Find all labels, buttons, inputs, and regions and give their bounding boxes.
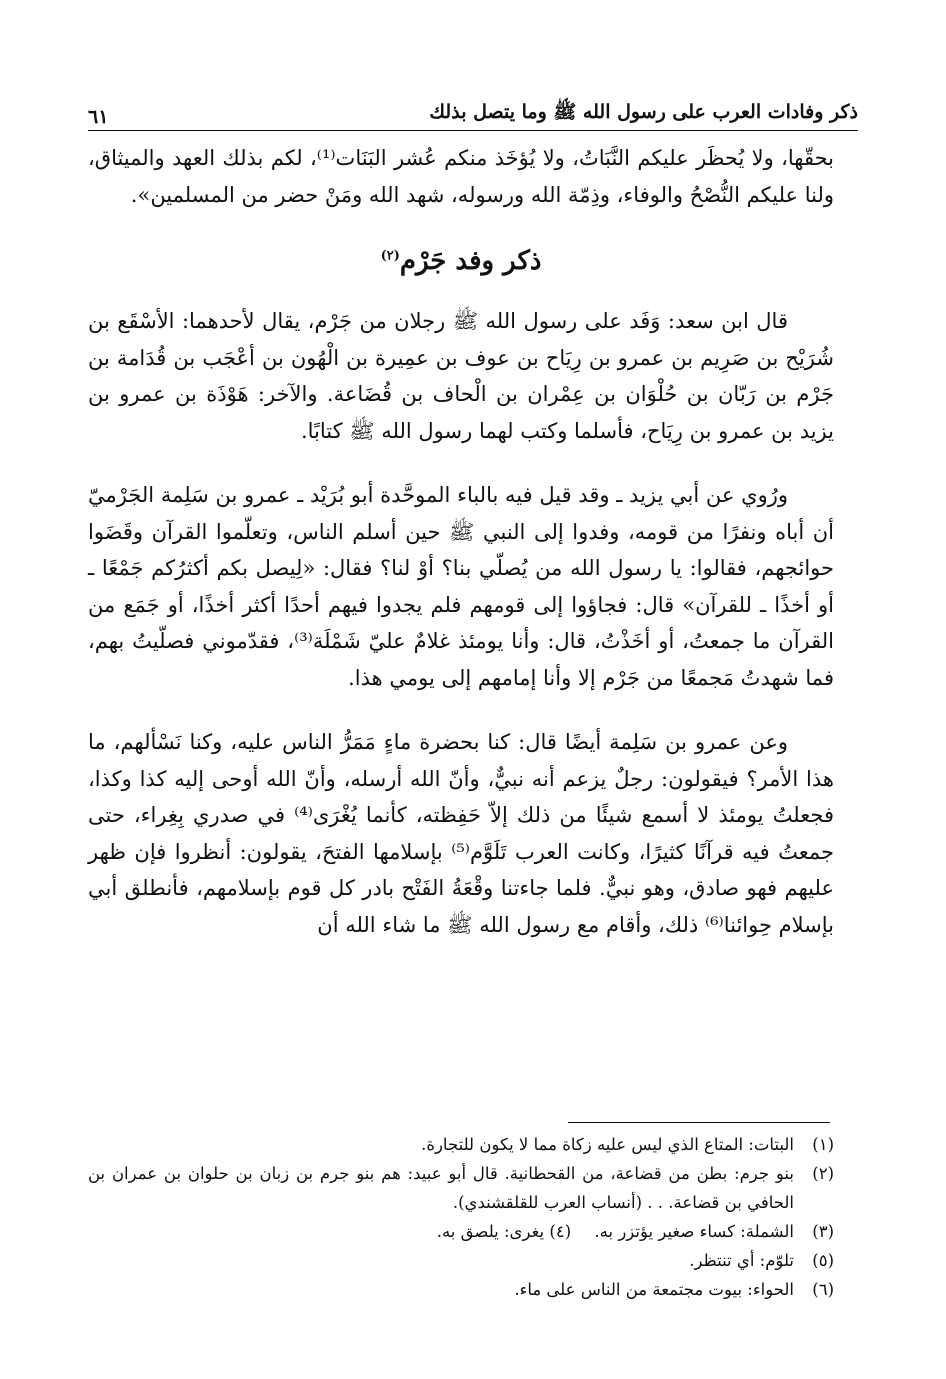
section-title-text: ذكر وفد جَرْم — [399, 246, 542, 276]
footnote-1 — [88, 1130, 834, 1159]
running-title: ذكر وفادات العرب على رسول الله ﷺ وما يتصل بذلك — [429, 101, 858, 123]
footnote-number: (١) — [812, 1135, 834, 1154]
footnote-rule — [568, 1122, 830, 1123]
footnote-3-4 — [88, 1217, 834, 1246]
paragraph-abu-yazid: ورُوي عن أبي يزيد ـ وقد قيل فيه بالباء الموحَّدة أبو بُرَيْد ـ عمرو بن سَلِمة الجَرْميّ أن أباه ونفرًا من قومه، وفدوا إلى النبي ﷺ حين أسلم الناس، وتعلّموا القرآن وقَضَوا حوائجهم، فقالوا: يا رسول الله من يُصلّي بنا؟ أوْ لنا؟ فقال: «لِيصل بكم أكثرُكم جَمْعًا ـ أو أخذًا ـ للقرآن» قال: فجاؤوا إلى قومهم فلم يجدوا فيهم أحدًا أكثر أخذًا، أو جَمَع من القرآن ما جمعتُ، أو أخَذْتُ، قال: وأنا يومئذ غلامٌ عليّ شَمْلَة⁽³⁾، فقدّموني فصلّيتُ بهم، فما شهدتُ مَجمعًا من جَرْم إلا وأنا إمامهم إلى يومي هذا. — [88, 483, 834, 690]
page-number: ٦١ — [88, 106, 109, 128]
section-footnote-ref: (٢) — [380, 248, 400, 264]
running-header — [88, 92, 858, 128]
footnote-2 — [88, 1159, 834, 1217]
header-rule — [88, 130, 858, 131]
paragraph-continuation: بحقّها، ولا يُحظَر عليكم النَّبَاتُ، ولا يُؤخَذ منكم عُشر البَنَات⁽¹⁾، لكم بذلك العهد والميثاق، ولنا عليكم النُّصْحُ والوفاء، وذِمّة الله ورسوله، شهد الله ومَنْ حضر من المسلمين». — [88, 146, 834, 207]
paragraph-ibn-saad: قال ابن سعد: وَفَد على رسول الله ﷺ رجلان من جَرْم، يقال لأحدهما: الأسْقَع بن شُرَيْح بن صَرِيم بن عمرو بن رِيَاح بن عوف بن عمِيرة بن الْهُون بن أعْجَب بن قُدَامة بن جَرْم بن رَبّان بن حُلْوَان بن عِمْران بن الْحاف بن قُضَاعة. والآخر: هَوْذَة بن عمرو بن يزيد بن عمرو بن رِيَاح، فأسلما وكتب لهما رسول الله ﷺ كتابًا. — [88, 309, 834, 443]
footnote-5 — [88, 1246, 834, 1275]
footnote-number: (٥) — [812, 1251, 834, 1270]
footnote-text-group — [88, 1217, 794, 1246]
section-heading — [88, 241, 834, 281]
footnotes — [88, 1130, 834, 1304]
main-text — [88, 140, 834, 943]
footnote-text: الشملة: كساء صغير يؤتزر به. — [594, 1222, 794, 1241]
footnote-text: تلوّم: أي تنتظر. — [689, 1251, 794, 1270]
paragraph-amr-ibn-salima: وعن عمرو بن سَلِمة أيضًا قال: كنا بحضرة ماءٍ مَمَرُّ الناس عليه، وكنا نَسْألهم، ما هذا الأمر؟ فيقولون: رجلٌ يزعم أنه نبيٌّ، وأنّ الله أرسله، وأنّ الله أوحى إليه كذا وكذا، فجعلتُ يومئذ لا أسمع شيئًا من ذلك إلاّ حَفِظته، كأنما يُغْرَى⁽⁴⁾ في صدري بِغِراء، حتى جمعتُ فيه قرآنًا كثيرًا، وكانت العرب تَلَوَّم⁽⁵⁾ بإسلامها الفتحَ، يقولون: أنظروا فإن ظهر عليهم فهو صادق، وهو نبيٌّ. فلما جاءتنا وقْعَةُ الفَتْح بادر كل قوم بإسلامهم، فأنطلق أبي بإسلام حِوائنا⁽⁶⁾ ذلك، وأقام مع رسول الله ﷺ ما شاء الله أن — [88, 730, 834, 937]
footnote-text: بنو جرم: بطن من قضاعة، من القحطانية. قال أبو عبيد: هم بنو جرم بن زبان بن حلوان بن عمران بن الحافي بن قضاعة. . . (أنساب العرب للقلقشندي). — [88, 1164, 794, 1212]
footnote-6 — [88, 1275, 834, 1304]
footnote-number: (٦) — [812, 1280, 834, 1299]
footnote-text-4: يغرى: يلصق به. — [436, 1222, 545, 1241]
footnote-number-4: (٤) — [549, 1222, 572, 1241]
footnote-number: (٢) — [812, 1164, 834, 1183]
footnote-text: الحواء: بيوت مجتمعة من الناس على ماء. — [514, 1280, 794, 1299]
footnote-text: البتات: المتاع الذي ليس عليه زكاة مما لا يكون للتجارة. — [421, 1135, 794, 1154]
footnote-number: (٣) — [812, 1222, 834, 1241]
